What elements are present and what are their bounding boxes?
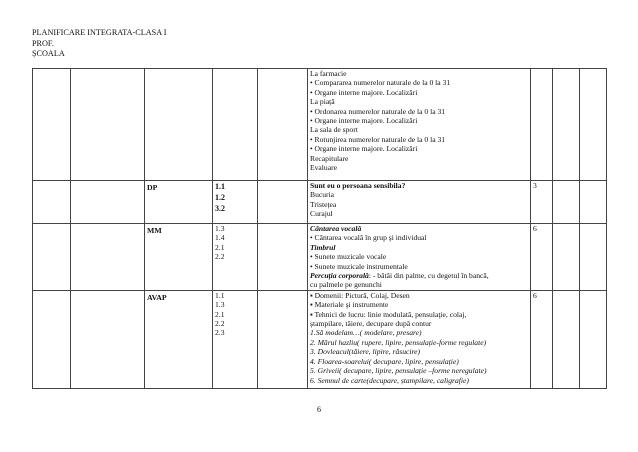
table-row bbox=[33, 69, 607, 181]
subject-cell bbox=[145, 69, 213, 181]
content-line: • Rotunjirea numerelor naturale de la 0 la 31 bbox=[310, 134, 446, 144]
competences-cell bbox=[213, 290, 258, 388]
content-line: • Sunete muzicale vocale bbox=[310, 252, 387, 262]
content-line: 4. Floarea-soarelui( decupare, lipire, pensulație) bbox=[310, 356, 459, 366]
spacer-cell bbox=[258, 224, 308, 291]
content-title: Timbrul bbox=[310, 242, 336, 252]
content-line: • Cântarea vocală în grup şi individual bbox=[310, 233, 427, 243]
hours-cell bbox=[531, 224, 553, 291]
content-line: 2. Mărul hazliu( rupere, lipire, pensulație-forme regulate) bbox=[310, 337, 487, 347]
hours-value: 3 bbox=[533, 181, 537, 190]
header-school: ȘCOALA bbox=[32, 49, 65, 59]
unit-cell bbox=[71, 290, 145, 388]
content-cell bbox=[308, 69, 531, 181]
content-line: cu palmele pe genunchi bbox=[310, 280, 382, 290]
competence-code: 2.1 bbox=[215, 309, 225, 319]
table-row bbox=[33, 224, 607, 291]
extra-cell bbox=[553, 224, 580, 291]
content-line: 3. Dovleacul(tăiere, lipire, răsucire) bbox=[310, 347, 421, 357]
planning-table bbox=[32, 68, 607, 389]
spacer-cell bbox=[258, 69, 308, 181]
content-line: • Sunete muzicale instrumentale bbox=[310, 261, 408, 271]
table-row bbox=[33, 181, 607, 224]
hours-cell bbox=[531, 290, 553, 388]
content-line: Bucuria bbox=[310, 190, 335, 200]
page-number: 6 bbox=[317, 405, 321, 414]
content-cell bbox=[308, 224, 531, 291]
content-title: Cântarea vocală bbox=[310, 224, 362, 233]
extra-cell bbox=[580, 224, 607, 291]
extra-cell bbox=[553, 181, 580, 224]
competence-code: 1.1 bbox=[215, 290, 225, 300]
competence-code: 1.3 bbox=[215, 224, 225, 233]
competence-code: 2.1 bbox=[215, 242, 225, 252]
content-line: : - bătăi din palme, cu degetul în bancă, bbox=[368, 271, 489, 281]
spacer-cell bbox=[258, 181, 308, 224]
subject-cell bbox=[145, 290, 213, 388]
content-line: La piață bbox=[310, 97, 335, 107]
extra-cell bbox=[580, 290, 607, 388]
competence-code: 1.3 bbox=[215, 300, 225, 310]
content-cell bbox=[308, 181, 531, 224]
content-line: ştampilare, tăiere, decupare după contur bbox=[310, 319, 432, 329]
hours-value: 6 bbox=[533, 290, 537, 300]
subject-cell bbox=[145, 224, 213, 291]
content-line: • Compararea numerelor naturale de la 0 la 31 bbox=[310, 78, 451, 88]
week-cell bbox=[33, 224, 71, 291]
competence-code: 1.1 bbox=[215, 182, 225, 191]
extra-cell bbox=[553, 290, 580, 388]
content-line: 6. Semnul de carte(decupare, ștampilare, caligrafie) bbox=[310, 375, 469, 385]
content-title: Sunt eu o persoana sensibila? bbox=[310, 181, 406, 190]
hours-cell bbox=[531, 69, 553, 181]
competence-code: 3.2 bbox=[215, 204, 225, 213]
subject-cell bbox=[145, 181, 213, 224]
week-cell bbox=[33, 290, 71, 388]
competence-code: 2.2 bbox=[215, 252, 225, 262]
subject-label: MM bbox=[147, 226, 162, 235]
content-line: Tristețea bbox=[310, 199, 337, 209]
unit-cell bbox=[71, 224, 145, 291]
unit-cell bbox=[71, 69, 145, 181]
header-teacher: PROF. bbox=[32, 38, 54, 48]
header-title: PLANIFICARE INTEGRATA-CLASA I bbox=[32, 28, 167, 37]
content-line: Evaluare bbox=[310, 163, 337, 173]
extra-cell bbox=[553, 69, 580, 181]
competences-cell bbox=[213, 181, 258, 224]
content-line: La sala de sport bbox=[310, 125, 358, 135]
content-line: 5. Griveii( decupare, lipire, pensulație –forme neregulate) bbox=[310, 366, 487, 376]
content-line: • Organe interne majore. Localizări bbox=[310, 116, 418, 126]
table-row bbox=[33, 290, 607, 388]
competences-cell bbox=[213, 69, 258, 181]
content-line: ▪ Domenii: Pictură, Colaj, Desen bbox=[310, 290, 410, 300]
content-line: 1.Să modelam…( modelare, presare) bbox=[310, 328, 422, 338]
competence-code: 1.2 bbox=[215, 193, 225, 202]
subject-label: AVAP bbox=[147, 292, 167, 302]
subject-label: DP bbox=[147, 183, 158, 192]
competence-code: 1.4 bbox=[215, 233, 225, 243]
spacer-cell bbox=[258, 290, 308, 388]
extra-cell bbox=[580, 181, 607, 224]
unit-cell bbox=[71, 181, 145, 224]
hours-value: 6 bbox=[533, 224, 537, 233]
hours-cell bbox=[531, 181, 553, 224]
content-title: Percuţia corporală bbox=[310, 271, 369, 281]
document-header bbox=[32, 28, 166, 60]
extra-cell bbox=[580, 69, 607, 181]
competence-code: 2.2 bbox=[215, 319, 225, 329]
content-line: • Organe interne majore. Localizări bbox=[310, 87, 418, 97]
week-cell bbox=[33, 69, 71, 181]
week-cell bbox=[33, 181, 71, 224]
content-line: Curajul bbox=[310, 209, 333, 219]
competence-code: 2.3 bbox=[215, 328, 225, 338]
competences-cell bbox=[213, 224, 258, 291]
content-line: ▪ Tehnici de lucru: linie modulată, pensulaţie, colaj, bbox=[310, 309, 467, 319]
content-line: ▪ Materiale şi instrumente bbox=[310, 300, 389, 310]
content-line: La farmacie bbox=[310, 69, 347, 78]
content-line: Recapitulare bbox=[310, 153, 349, 163]
content-line: • Organe interne majore. Localizări bbox=[310, 144, 418, 154]
content-line: • Ordonarea numerelor naturale de la 0 la 31 bbox=[310, 106, 446, 116]
content-cell bbox=[308, 290, 531, 388]
